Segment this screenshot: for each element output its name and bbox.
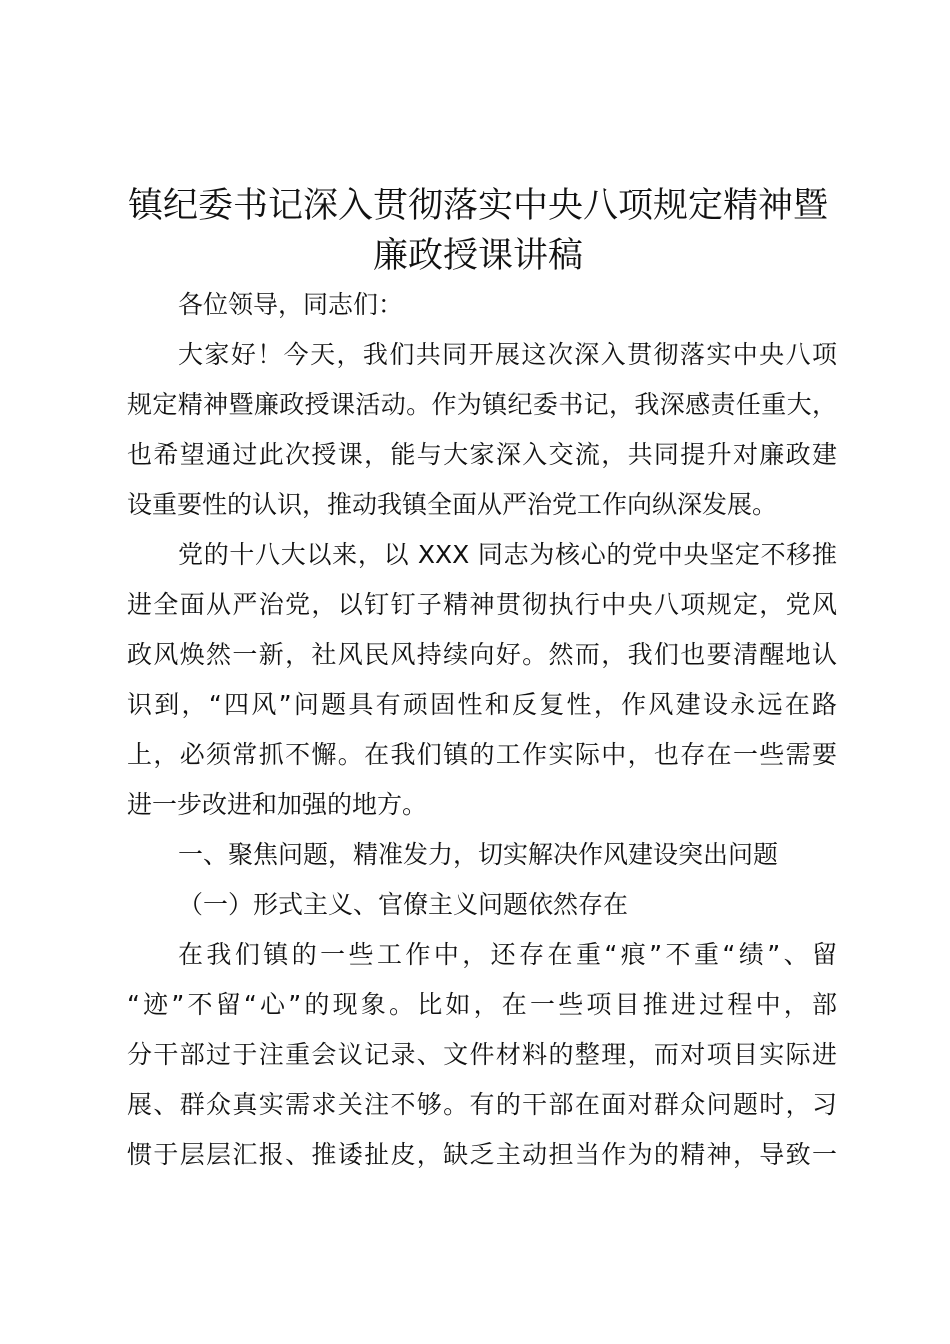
paragraph-3-line: 展、群众真实需求关注不够。有的干部在面对群众问题时，习 <box>127 1090 837 1119</box>
paragraph-2-line: 进全面从严治党，以钉钉子精神贯彻执行中央八项规定，党风 <box>127 590 837 619</box>
paragraph-2-line: 进一步改进和加强的地方。 <box>127 790 428 819</box>
paragraph-3-line: “迹”不留“心”的现象。比如，在一些项目推进过程中，部 <box>127 990 837 1019</box>
paragraph-3-line: 在我们镇的一些工作中，还存在重“痕”不重“绩”、留 <box>178 940 837 969</box>
paragraph-2-line: 识到，“四风”问题具有顽固性和反复性，作风建设永远在路 <box>127 690 837 719</box>
paragraph-3-line: 分干部过于注重会议记录、文件材料的整理，而对项目实际进 <box>127 1040 837 1069</box>
paragraph-1-line: 规定精神暨廉政授课活动。作为镇纪委书记，我深感责任重大， <box>127 390 837 419</box>
document-title-line-2: 廉政授课讲稿 <box>372 236 583 276</box>
paragraph-1-line: 设重要性的认识，推动我镇全面从严治党工作向纵深发展。 <box>127 490 778 519</box>
document-title-line-1: 镇纪委书记深入贯彻落实中央八项规定精神暨 <box>127 186 828 226</box>
paragraph-3-line: 惯于层层汇报、推诿扯皮，缺乏主动担当作为的精神，导致一 <box>127 1140 837 1169</box>
paragraph-2-line: 政风焕然一新，社风民风持续向好。然而，我们也要清醒地认 <box>127 640 837 669</box>
paragraph-1-line: 大家好！今天，我们共同开展这次深入贯彻落实中央八项 <box>178 340 837 369</box>
salutation: 各位领导，同志们： <box>178 290 404 319</box>
paragraph-1-line: 也希望通过此次授课，能与大家深入交流，共同提升对廉政建 <box>127 440 837 469</box>
section-heading-1: 一、聚焦问题，精准发力，切实解决作风建设突出问题 <box>178 840 779 869</box>
paragraph-2-line: 上，必须常抓不懈。在我们镇的工作实际中，也存在一些需要 <box>127 740 837 769</box>
subsection-heading-1: （一）形式主义、官僚主义问题依然存在 <box>178 890 629 919</box>
paragraph-2-line: 党的十八大以来，以 XXX 同志为核心的党中央坚定不移推 <box>178 540 837 569</box>
